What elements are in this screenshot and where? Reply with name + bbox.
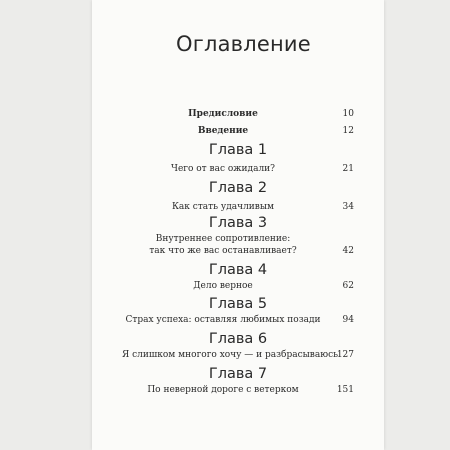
chapter-title-line: Я слишком многого хочу — и разбрасываюсь — [122, 350, 339, 360]
chapter-title — [122, 384, 324, 396]
chapter-title — [122, 201, 324, 213]
toc-entry-label: Введение — [197, 126, 249, 136]
chapter-title-line: По неверной дороге с ветерком — [147, 385, 299, 395]
toc-entry-preface — [122, 106, 354, 122]
toc-entry-page: 10 — [342, 109, 354, 119]
chapter-title-line: Дело верное — [193, 281, 253, 291]
chapter-heading: Глава 4 — [208, 262, 268, 278]
chapter-heading: Глава 3 — [208, 215, 268, 231]
chapter-title — [122, 314, 324, 326]
chapter-title-line: так что же вас останавливает? — [149, 246, 297, 256]
chapter-page: 42 — [342, 246, 354, 256]
book-page — [92, 0, 384, 450]
chapter-heading: Глава 1 — [208, 142, 268, 158]
chapter-page: 34 — [342, 202, 354, 212]
chapter-title — [122, 349, 339, 361]
chapter-title — [122, 163, 324, 175]
chapter-page: 62 — [342, 281, 354, 291]
chapter-title-line: Страх успеха: оставляя любимых позади — [125, 315, 321, 325]
chapter-heading: Глава 6 — [208, 331, 268, 347]
chapter-title-line: Чего от вас ожидали? — [170, 164, 275, 174]
chapter-heading: Глава 2 — [208, 180, 268, 196]
chapter-title-line: Как стать удачливым — [171, 202, 275, 212]
chapter-heading: Глава 7 — [208, 366, 268, 382]
toc-entry-introduction — [122, 123, 354, 139]
chapter-title — [122, 233, 324, 257]
chapter-page: 127 — [336, 350, 354, 360]
chapter-title — [122, 280, 324, 292]
chapter-title-line: Внутреннее сопротивление: — [155, 234, 291, 244]
toc-entry-label: Предисловие — [188, 109, 258, 119]
chapter-page: 21 — [342, 164, 354, 174]
chapter-page: 151 — [336, 385, 354, 395]
chapter-heading: Глава 5 — [208, 296, 268, 312]
toc-entry-page: 12 — [342, 126, 354, 136]
page-title: Оглавление — [176, 32, 311, 56]
chapter-page: 94 — [342, 315, 354, 325]
